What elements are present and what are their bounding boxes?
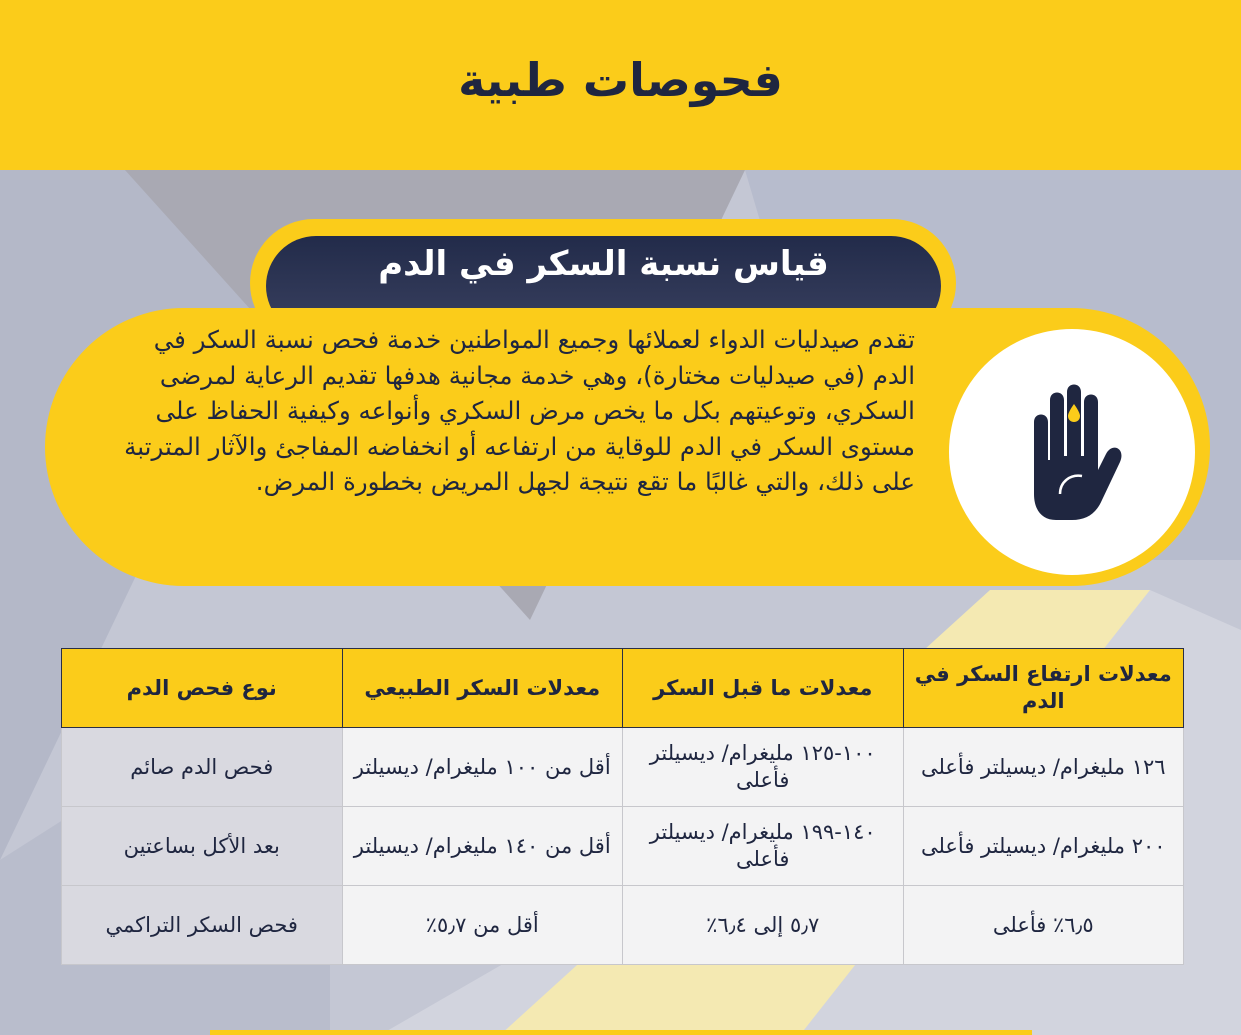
icon-badge [949,329,1195,575]
sugar-rates-table [61,648,1184,965]
table-row [62,886,1184,965]
header-banner [0,0,1241,170]
table-cell: فحص السكر التراكمي [62,886,343,965]
description-text: تقدم صيدليات الدواء لعملائها وجميع المواطنين خدمة فحص نسبة السكر في الدم (في صيدليات مختارة)، وهي خدمة مجانية هدفها تقديم الرعاية لمرضى السكري، وتوعيتهم بكل ما يخص مرض السكري وأنواعه وكيفية الحفاظ على مستوى السكر في الدم للوقاية من ارتفاعه أو انخفاضه المفاجئ والآثار المترتبة على ذلك، والتي غالبًا ما تقع نتيجة لجهل المريض بخطورة المرض. [124,325,915,496]
section-title: قياس نسبة السكر في الدم [378,244,829,284]
table-cell: ١٠٠-١٢٥ مليغرام/ ديسيلتر فأعلى [623,728,904,807]
header-rise-rates: معدلات ارتفاع السكر في الدم [903,649,1184,728]
table-row [62,728,1184,807]
page-title: فحوصات طبية [458,53,783,107]
hand-blood-drop-icon [1012,382,1132,522]
header-prediabetes-rates: معدلات ما قبل السكر [623,649,904,728]
table-cell: أقل من ١٠٠ مليغرام/ ديسيلتر [342,728,623,807]
table-cell: ١٤٠-١٩٩ مليغرام/ ديسيلتر فأعلى [623,807,904,886]
table-row [62,807,1184,886]
table-cell: أقل من ١٤٠ مليغرام/ ديسيلتر [342,807,623,886]
header-test-type: نوع فحص الدم [62,649,343,728]
table-cell: ١٢٦ مليغرام/ ديسيلتر فأعلى [903,728,1184,807]
table-header-row [62,649,1184,728]
table-cell: بعد الأكل بساعتين [62,807,343,886]
table-cell: أقل من ٥٫٧٪ [342,886,623,965]
table-cell: فحص الدم صائم [62,728,343,807]
footer-accent-bar [210,1030,1032,1035]
table-cell: ٥٫٧ إلى ٦٫٤٪ [623,886,904,965]
table-cell: ٢٠٠ مليغرام/ ديسيلتر فأعلى [903,807,1184,886]
table-cell: ٦٫٥٪ فأعلى [903,886,1184,965]
header-normal-rates: معدلات السكر الطبيعي [342,649,623,728]
